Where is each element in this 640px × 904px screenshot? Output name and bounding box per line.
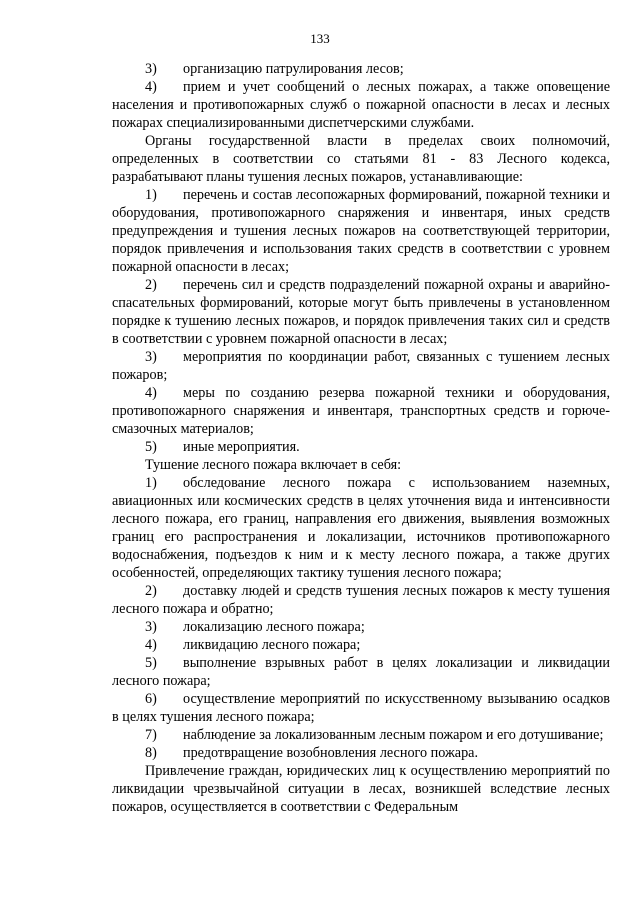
list-item-text: наблюдение за локализованным лесным пожаром и его дотушивание; (183, 727, 604, 743)
list-item-text: перечень сил и средств подразделений пожарной охраны и аварийно-спасательных формирований, которые могут быть привлечены в установленном порядке к тушению лесных пожаров, и порядок привлечения таких сил и средств в соответствии с уровнем пожарной опасности в лесах; (112, 277, 610, 347)
list-item (112, 348, 610, 384)
paragraph: Привлечение граждан, юридических лиц к осуществлению мероприятий по ликвидации чрезвычайной ситуации в лесах, возникшей вследствие лесных пожаров, осуществляется в соответствии с Федеральным (112, 763, 610, 815)
list-item (112, 654, 610, 690)
list-item-text: доставку людей и средств тушения лесных пожаров к месту тушения лесного пожара и обратно; (112, 583, 610, 617)
list-item-number: 3) (145, 349, 157, 365)
list-item (112, 726, 610, 744)
page-number: 133 (310, 31, 330, 46)
list-item (112, 60, 610, 78)
paragraph: Тушение лесного пожара включает в себя: (145, 457, 402, 473)
list-item-text: обследование лесного пожара с использованием наземных, авиационных или космических средств в целях уточнения вида и интенсивности лесного пожара, его границ, направления его движения, выявления возможных границ его распространения и локализации, источников противопожарного водоснабжения, подъездов к ним и к месту лесного пожара, а также других особенностей, определяющих тактику тушения лесного пожара; (112, 475, 610, 581)
paragraph: Органы государственной власти в пределах своих полномочий, определенных в соответствии со статьями 81 - 83 Лесного кодекса, разрабатывают планы тушения лесных пожаров, устанавливающие: (112, 133, 610, 185)
document-body (112, 60, 610, 816)
list-item-number: 7) (145, 727, 157, 743)
list-item (112, 474, 610, 582)
list-item (112, 690, 610, 726)
list-item (112, 618, 610, 636)
list-item-text: организацию патрулирования лесов; (183, 61, 404, 77)
list-item (112, 276, 610, 348)
list-item-number: 4) (145, 637, 157, 653)
list-item-text: предотвращение возобновления лесного пожара. (183, 745, 479, 761)
list-item-number: 3) (145, 619, 157, 635)
list-item (112, 744, 610, 762)
list-item-number: 8) (145, 745, 157, 761)
list-item-text: осуществление мероприятий по искусственному вызыванию осадков в целях тушения лесного пожара; (112, 691, 610, 725)
list-item (112, 78, 610, 132)
list-item-number: 3) (145, 61, 157, 77)
list-item (112, 636, 610, 654)
list-item-text: меры по созданию резерва пожарной техники и оборудования, противопожарного снаряжения и инвентаря, транспортных средств и горюче-смазочных материалов; (112, 385, 610, 437)
list-item-text: локализацию лесного пожара; (183, 619, 365, 635)
list-item (112, 438, 610, 456)
list-item-number: 6) (145, 691, 157, 707)
list-item-text: прием и учет сообщений о лесных пожарах, а также оповещение населения и противопожарных служб о пожарной опасности в лесах и лесных пожарах специализированными диспетчерскими службами. (112, 79, 610, 131)
list-item-text: ликвидацию лесного пожара; (183, 637, 361, 653)
list-item-text: иные мероприятия. (183, 439, 300, 455)
list-item-number: 4) (145, 79, 157, 95)
list-item (112, 582, 610, 618)
list-item-number: 1) (145, 187, 157, 203)
list-item-number: 2) (145, 583, 157, 599)
list-item-number: 5) (145, 655, 157, 671)
list-item-text: перечень и состав лесопожарных формирований, пожарной техники и оборудования, противопожарного снаряжения и инвентаря, иных средств предупреждения и тушения лесных пожаров на соответствующей территории, порядок привлечения и использования таких средств в соответствии с уровнем пожарной опасности в лесах; (112, 187, 610, 275)
list-item-number: 2) (145, 277, 157, 293)
list-item (112, 384, 610, 438)
list-item-text: выполнение взрывных работ в целях локализации и ликвидации лесного пожара; (112, 655, 610, 689)
list-item-number: 4) (145, 385, 157, 401)
list-item (112, 186, 610, 276)
list-item-number: 1) (145, 475, 157, 491)
list-item-number: 5) (145, 439, 157, 455)
list-item-text: мероприятия по координации работ, связанных с тушением лесных пожаров; (112, 349, 610, 383)
